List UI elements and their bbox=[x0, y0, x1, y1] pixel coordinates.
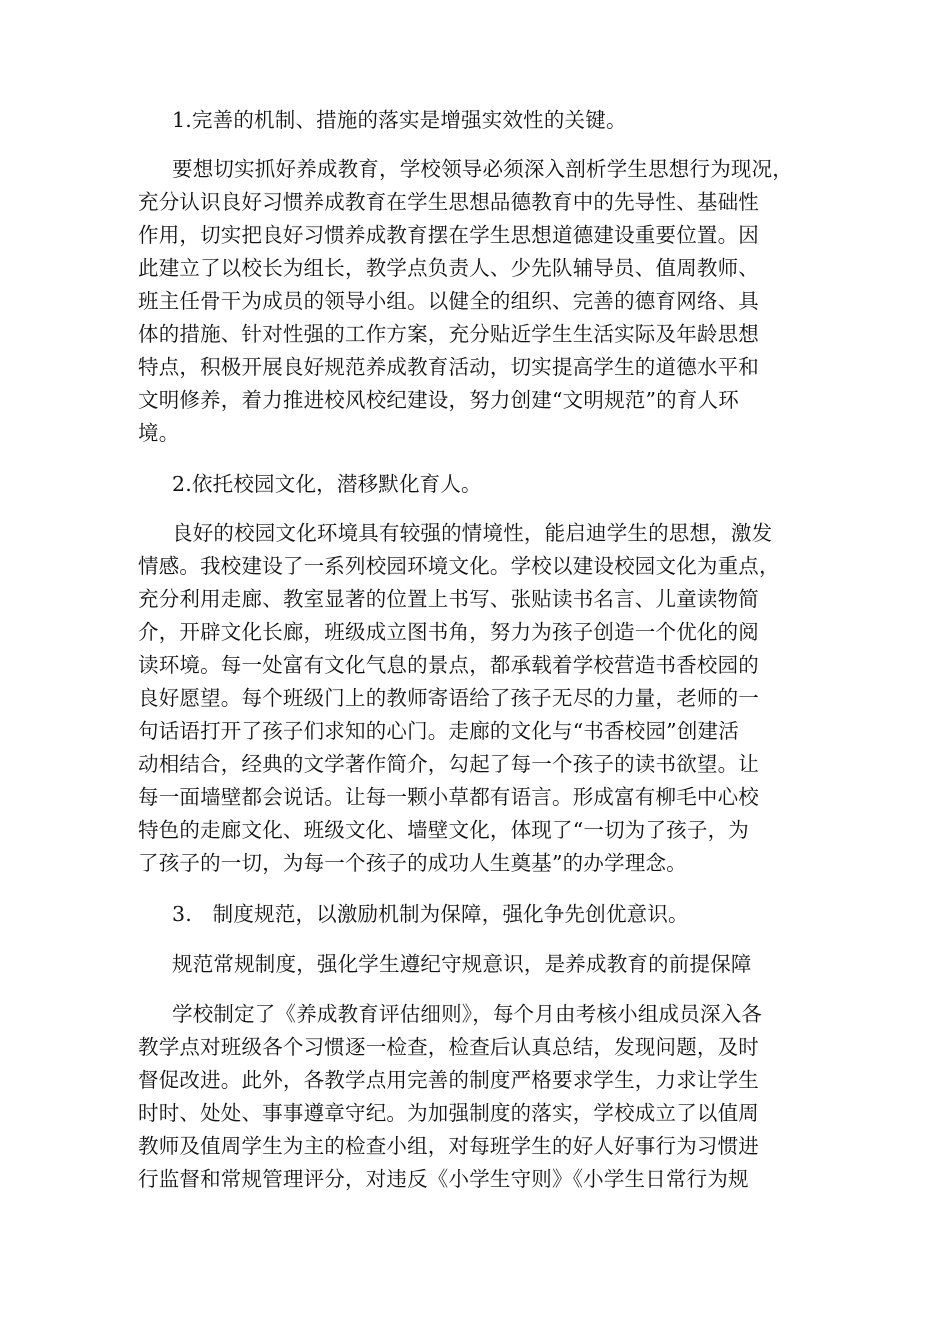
paragraph-line: 教师及值周学生为主的检查小组，对每班学生的好人好事行为习惯进 bbox=[138, 1134, 759, 1158]
paragraph-line: 作用，切实把良好习惯养成教育摆在学生思想道德建设重要位置。因 bbox=[138, 223, 759, 247]
paragraph-line: 时时、处处、事事遵章守纪。为加强制度的落实，学校成立了以值周 bbox=[138, 1101, 759, 1125]
paragraph-line: 规范常规制度，强化学生遵纪守规意识，是养成教育的前提保障 bbox=[172, 952, 752, 976]
paragraph-line: 文明修养，着力推进校风校纪建设，努力创建“文明规范”的育人环 bbox=[138, 388, 739, 412]
paragraph-line: 境。 bbox=[138, 421, 180, 445]
paragraph-line: 行监督和常规管理评分，对违反《小学生守则》《小学生日常行为规 bbox=[138, 1167, 749, 1191]
paragraph-line: 此建立了以校长为组长，教学点负责人、少先队辅导员、值周教师、 bbox=[138, 256, 759, 280]
paragraph-line: 要想切实抓好养成教育，学校领导必须深入剖析学生思想行为现况， bbox=[172, 157, 793, 181]
paragraph-line: 句话语打开了孩子们求知的心门。走廊的文化与“书香校园”创建活 bbox=[138, 719, 739, 743]
paragraph-line: 体的措施、针对性强的工作方案，充分贴近学生生活实际及年龄思想 bbox=[138, 322, 759, 346]
paragraph-line: 特色的走廊文化、班级文化、墙壁文化，体现了“一切为了孩子，为 bbox=[138, 818, 749, 842]
paragraph-line: 督促改进。此外，各教学点用完善的制度严格要求学生，力求让学生 bbox=[138, 1068, 759, 1092]
paragraph-line: 教学点对班级各个习惯逐一检查，检查后认真总结，发现问题，及时 bbox=[138, 1035, 759, 1059]
section-heading-3: 3. 制度规范，以激励机制为保障，强化争先创优意识。 bbox=[172, 902, 689, 926]
section-heading-1: 1.完善的机制、措施的落实是增强实效性的关键。 bbox=[172, 108, 627, 132]
paragraph-line: 学校制定了《养成教育评估细则》，每个月由考核小组成员深入各 bbox=[172, 1002, 763, 1026]
section-heading-2: 2.依托校园文化，潜移默化育人。 bbox=[172, 472, 482, 496]
paragraph-line: 了孩子的一切，为每一个孩子的成功人生奠基”的办学理念。 bbox=[138, 851, 687, 875]
paragraph-line: 良好愿望。每个班级门上的教师寄语给了孩子无尽的力量，老师的一 bbox=[138, 686, 759, 710]
paragraph-line: 特点，积极开展良好规范养成教育活动，切实提高学生的道德水平和 bbox=[138, 355, 759, 379]
paragraph-line: 情感。我校建设了一系列校园环境文化。学校以建设校园文化为重点， bbox=[138, 554, 780, 578]
paragraph-line: 良好的校园文化环境具有较强的情境性，能启迪学生的思想，激发 bbox=[172, 521, 773, 545]
paragraph-line: 每一面墙壁都会说话。让每一颗小草都有语言。形成富有柳毛中心校 bbox=[138, 785, 759, 809]
paragraph-line: 动相结合，经典的文学著作简介，勾起了每一个孩子的读书欲望。让 bbox=[138, 752, 759, 776]
paragraph-line: 充分利用走廊、教室显著的位置上书写、张贴读书名言、儿童读物简 bbox=[138, 587, 759, 611]
paragraph-line: 介，开辟文化长廊，班级成立图书角，努力为孩子创造一个优化的阅 bbox=[138, 620, 759, 644]
paragraph-line: 读环境。每一处富有文化气息的景点，都承载着学校营造书香校园的 bbox=[138, 653, 759, 677]
paragraph-line: 班主任骨干为成员的领导小组。以健全的组织、完善的德育网络、具 bbox=[138, 289, 759, 313]
paragraph-line: 充分认识良好习惯养成教育在学生思想品德教育中的先导性、基础性 bbox=[138, 190, 759, 214]
